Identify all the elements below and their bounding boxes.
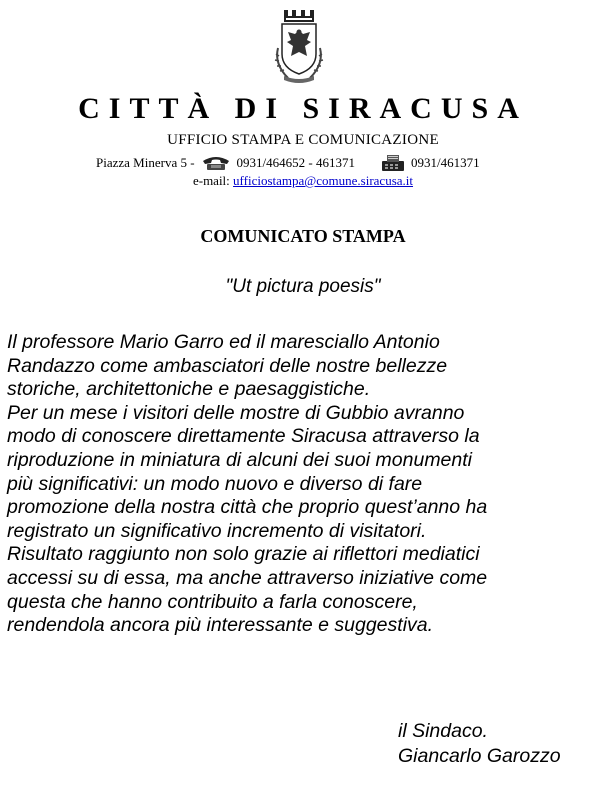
- email-label: e-mail:: [192, 173, 230, 188]
- release-body: [7, 331, 601, 638]
- coat-of-arms-icon: [270, 8, 328, 86]
- body-line: Per un mese i visitori delle mostre di Gubbio avranno: [7, 401, 465, 424]
- body-line: rendendola ancora più interessante e suggestiva.: [7, 614, 434, 637]
- address: Piazza Minerva 5 -: [96, 155, 195, 170]
- release-subject: "Ut pictura poesis": [225, 276, 381, 297]
- body-line: Il professore Mario Garro ed il maresciallo Antonio: [7, 331, 440, 353]
- body-line: modo di conoscere direttamente Siracusa attraverso la: [7, 425, 480, 448]
- phone-numbers: 0931/464652 - 461371: [236, 155, 355, 170]
- signer-name: Giancarlo Garozzo: [398, 745, 561, 767]
- signer-role: il Sindaco.: [398, 720, 488, 742]
- fax-number: 0931/461371: [411, 155, 480, 170]
- email-line: [0, 173, 606, 189]
- office-name: UFFICIO STAMPA E COMUNICAZIONE: [167, 132, 439, 148]
- contact-line: [96, 153, 556, 173]
- body-line: registrato un significativo incremento di visitatori.: [7, 519, 427, 542]
- body-line: promozione della nostra città che proprio quest’anno ha: [7, 496, 488, 519]
- fax-icon: [381, 154, 405, 172]
- email-link[interactable]: ufficiostampa@comune.siracusa.it: [233, 173, 414, 188]
- release-heading: COMUNICATO STAMPA: [200, 226, 406, 246]
- body-line: accessi su di essa, ma anche attraverso iniziative come: [7, 566, 488, 589]
- body-line: questa che hanno contribuito a farla conoscere,: [7, 590, 418, 613]
- body-line: storiche, architettoniche e paesaggistiche.: [7, 378, 371, 401]
- city-title: CITTÀ DI SIRACUSA: [78, 92, 528, 125]
- body-line: più significativi: un modo nuovo e diverso di fare: [7, 472, 423, 495]
- body-line: Risultato raggiunto non solo grazie ai riflettori mediatici: [7, 543, 480, 566]
- telephone-icon: [201, 155, 231, 171]
- body-line: riproduzione in miniatura di alcuni dei suoi monumenti: [7, 448, 473, 471]
- signature-block: [398, 719, 598, 769]
- body-line: Randazzo come ambasciatori delle nostre bellezze: [7, 354, 448, 377]
